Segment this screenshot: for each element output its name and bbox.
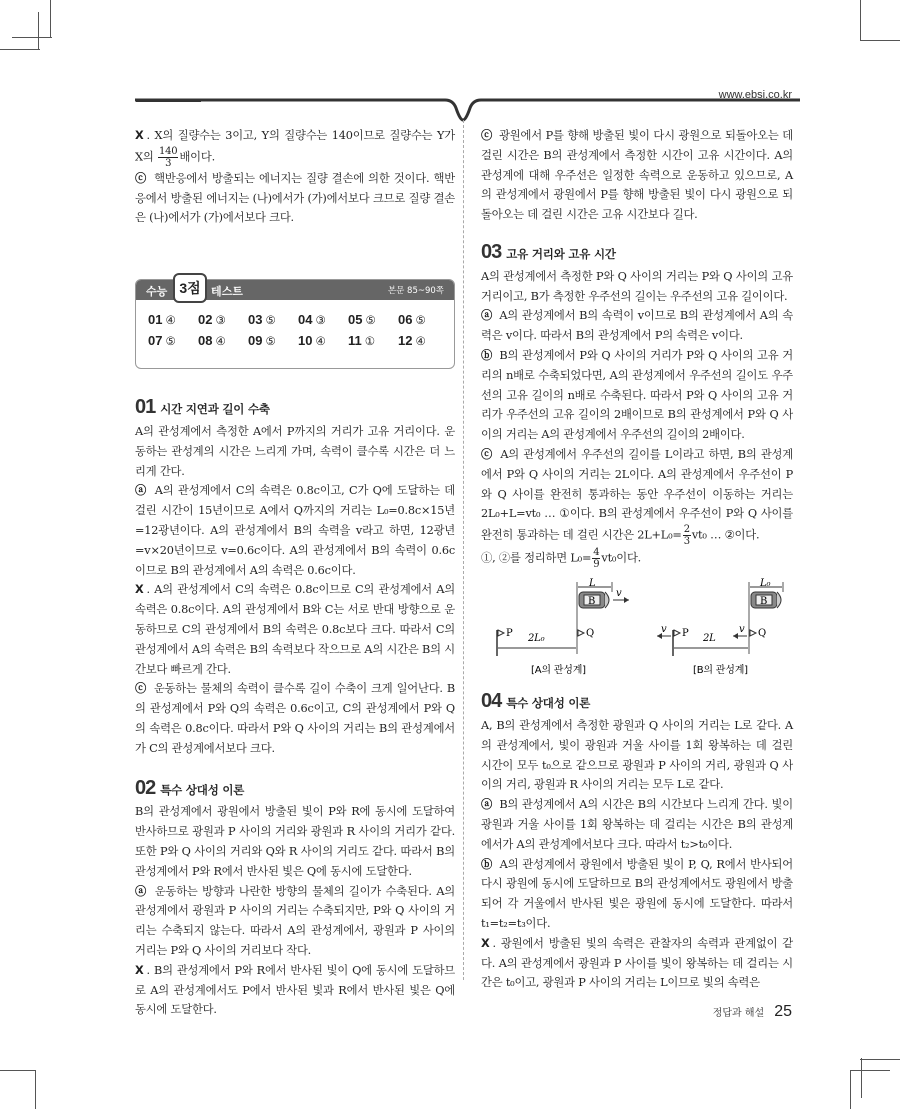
footer-label: 정답과 해설 (712, 1008, 765, 1019)
circled-letter-icon: ⓐ (135, 884, 148, 898)
reference-frame-diagram (481, 578, 793, 678)
svg-text:2L₀: 2L₀ (528, 633, 545, 645)
crop-mark (12, 37, 52, 38)
answer-item: 03 ⑤ (248, 312, 276, 327)
answer-key-header: 수능 테스트 본문 85~90쪽 (136, 280, 454, 300)
explanation-item: X . 광원에서 방출된 빛의 속력은 관찰자의 속력과 관계없이 같다. A의 관성계에서 광원과 P 사이를 빛이 왕복하는 데 걸리는 시간은 t₀이고, 광원과 P 사이의 거리는 L이므로 빛의 속력은 (481, 936, 793, 990)
intro-item-2: ⓒ 핵반응에서 방출되는 에너지는 질량 결손에 의한 것이다. 핵반응에서 방출된 에너지는 (나)에서가 (가)에서보다 크므로 질량 결손은 (나)에서가 (가)에서보다 크다. (135, 171, 455, 225)
fraction: $\frac{140}{3}$ (158, 145, 178, 169)
explanation-item: ⓐ A의 관성계에서 C의 속력은 0.8c이고, C가 Q에 도달하는 데 걸린 시간이 15년이므로 A에서 Q까지의 거리는 L₀=0.8c×15년=12광년이다. A의 관성계에서 B의 속력을 v라고 하면, 12광년=v×20년이므로 v=0.6c이다. A의 관성계에서 B의 속력이 0.6c이므로 B의 관성계에서 A의 속력은 0.6c이다. (135, 484, 455, 577)
crop-mark (50, 0, 51, 38)
wrong-mark-icon: X (135, 963, 144, 977)
wrong-mark-icon: X (481, 936, 490, 950)
score-badge: 3점 (173, 273, 207, 303)
crop-mark (850, 1070, 890, 1071)
crop-mark (860, 40, 900, 41)
circled-letter-icon: ⓒ (135, 171, 147, 185)
section-intro: A, B의 관성계에서 측정한 광원과 Q 사이의 거리는 L로 같다. A의 관성계에서, 빛이 광원과 거울 사이를 1회 왕복하는 데 걸린 시간이 모두 t₀으로 같으므로 광원과 P 사이의 거리, 광원과 Q 사이의 거리, 광원과 R 사이의 거리는 모두 L로 같다. (481, 718, 793, 792)
circled-letter-icon: ⓒ (481, 447, 494, 461)
answer-grid (148, 312, 448, 348)
svg-text:v: v (739, 624, 745, 636)
crop-mark (861, 1058, 862, 1098)
section-intro: A의 관성계에서 측정한 P와 Q 사이의 거리는 P와 Q 사이의 고유 거리이고, B가 측정한 우주선의 길이는 우주선의 고유 길이이다. (481, 269, 793, 303)
right-column (481, 126, 793, 993)
svg-text:[A의 관성계]: [A의 관성계] (531, 665, 586, 677)
explanation-item: ⓒ 운동하는 물체의 속력이 클수록 길이 수축이 크게 일어난다. B의 관성계에서 P와 Q의 속력은 0.6c이고, C의 관성계에서 P와 Q의 속력은 0.8c이다. 따라서 P와 Q 사이의 거리는 B의 관성계에서가 C의 관성계에서보다 크다. (135, 682, 455, 755)
section-heading-03: 03 고유 거리와 고유 시간 (481, 240, 616, 263)
explanation-item: X . B의 관성계에서 P와 R에서 반사된 빛이 Q에 동시에 도달하므로 A의 관성계에서도 P에서 반사된 빛과 R에서 반사된 빛은 Q에 동시에 도달한다. (135, 963, 455, 1017)
left-column (135, 126, 455, 1020)
crop-mark (860, 0, 861, 40)
page-range: 본문 85~90쪽 (387, 286, 444, 296)
explanation-item: ①, ②를 정리하면 L₀= $\frac{4}{9}$ vt₀이다. (481, 547, 642, 571)
answer-item: 12 ④ (398, 333, 426, 348)
section-intro: B의 관성계에서 광원에서 방출된 빛이 P와 R에 동시에 도달하여 반사하므로 광원과 P 사이의 거리와 광원과 R 사이의 거리가 같다. 또한 P와 Q 사이의 거리와 Q와 R 사이의 거리도 같다. 따라서 B의 관성계에서 P와 R에서 반사된 빛은 Q에 동시에 도달한다. (135, 805, 455, 878)
explanation-item: ⓐ A의 관성계에서 B의 속력이 v이므로 B의 관성계에서 A의 속력은 v이다. 따라서 B의 관성계에서 P의 속력은 v이다. (481, 309, 793, 343)
svg-text:L: L (589, 578, 596, 590)
answer-item: 06 ⑤ (398, 312, 426, 327)
answer-item: 07 ⑤ (148, 333, 176, 348)
fraction: $\frac{4}{9}$ (593, 547, 600, 571)
wrong-mark-icon: X (135, 129, 144, 142)
svg-text:Q: Q (586, 628, 594, 640)
circled-letter-icon: ⓒ (481, 129, 493, 142)
wrong-mark-icon: X (135, 583, 144, 597)
site-url: www.ebsi.co.kr (718, 89, 792, 101)
explanation-item: ⓑ B의 관성계에서 P와 Q 사이의 거리가 P와 Q 사이의 고유 거리의 n배로 수축되었다면, A의 관성계에서 우주선의 길이도 우주선의 고유 길이의 n배로 수축된다. 따라서 P와 Q 사이의 고유 거리가 우주선의 고유 길이의 2배이므로 B의 관성계에서 P와 Q 사이의 거리는 A의 관성계에서 우주선의 길이의 2배이다. (481, 348, 793, 442)
fraction: $\frac{2}{3}$ (683, 524, 690, 548)
answer-item: 02 ③ (198, 312, 226, 327)
circled-letter-icon: ⓑ (481, 348, 493, 362)
crop-mark (0, 1070, 36, 1071)
circled-letter-icon: ⓐ (135, 484, 148, 498)
circled-letter-icon: ⓐ (481, 309, 493, 323)
svg-text:P: P (506, 628, 513, 640)
svg-text:L₀: L₀ (760, 578, 771, 590)
answer-item: 04 ③ (298, 312, 326, 327)
svg-text:B: B (588, 596, 596, 608)
svg-text:v: v (661, 624, 667, 636)
svg-text:Q: Q (758, 628, 766, 640)
svg-text:P: P (682, 628, 689, 640)
page-footer (713, 1003, 792, 1021)
crop-mark (35, 1070, 36, 1109)
header-rule (135, 96, 800, 126)
svg-text:B: B (760, 596, 768, 608)
diagram-figure (481, 578, 793, 678)
svg-text:v: v (616, 588, 622, 600)
explanation-item: ⓒ A의 관성계에서 우주선의 길이를 L이라고 하면, B의 관성계에서 P와 Q 사이의 거리는 2L이다. A의 관성계에서 우주선이 P와 Q 사이를 완전히 통과하는 동안 우주선이 이동하는 거리는 2L₀+L=vt₀ … ①이다. B의 관성계에서 우주선이 P와 Q 사이를 완전히 통과하는 데 걸린 시간은 2L+L₀= $\frac{2}{3}$ vt₀ … ②이다. (481, 447, 793, 548)
crop-mark (860, 1059, 900, 1060)
explanation-item: X . A의 관성계에서 C의 속력은 0.8c이므로 C의 관성계에서 A의 속력은 0.8c이다. A의 관성계에서 B와 C는 서로 반대 방향으로 운동하므로 C의 관성계에서 B의 속력은 0.8c보다 크다. 따라서 C의 관성계에서 A의 속력은 B의 속력보다 작으므로 A의 시간은 B의 시간보다 빠르게 간다. (135, 583, 455, 676)
crop-mark (850, 1070, 851, 1109)
answer-item: 10 ④ (298, 333, 326, 348)
answer-item: 05 ⑤ (348, 312, 376, 327)
circled-letter-icon: ⓑ (481, 857, 493, 871)
circled-letter-icon: ⓒ (135, 682, 147, 696)
section-heading-02: 02 특수 상대성 이론 (135, 776, 245, 799)
answer-item: 09 ⑤ (248, 333, 276, 348)
crop-mark (0, 49, 40, 50)
answer-item: 01 ④ (148, 312, 176, 327)
section-heading-04: 04 특수 상대성 이론 (481, 690, 591, 713)
intro-item-1: X . X의 질량수는 3이고, Y의 질량수는 140이므로 질량수는 Y가 X의 $\frac{140}{3}$ 배이다. (135, 129, 455, 169)
section-intro: A의 관성계에서 측정한 A에서 P까지의 거리가 고유 거리이다. 운동하는 관성계의 시간은 느리게 가며, 속력이 클수록 시간은 더 느리게 간다. (135, 424, 455, 478)
section-heading-01: 01 시간 지연과 길이 수축 (135, 396, 270, 419)
answer-item: 11 ① (348, 333, 376, 348)
page-number: 25 (774, 1003, 792, 1020)
svg-text:[B의 관성계]: [B의 관성계] (693, 665, 748, 677)
crop-mark (38, 12, 39, 50)
explanation-item: ⓐ B의 관성계에서 A의 시간은 B의 시간보다 느리게 간다. 빛이 광원과 거울 사이를 1회 왕복하는 데 걸리는 시간은 B의 관성계에서가 A의 관성계에서보다 크다. 따라서 t₂>t₀이다. (481, 798, 793, 851)
column-divider (463, 120, 464, 980)
answer-item: 08 ④ (198, 333, 226, 348)
circled-letter-icon: ⓐ (481, 798, 493, 812)
answer-key-box (135, 279, 455, 369)
svg-text:2L: 2L (703, 633, 716, 645)
explanation-item: ⓐ 운동하는 방향과 나란한 방향의 물체의 길이가 수축된다. A의 관성계에서 광원과 P 사이의 거리는 수축되지만, P와 Q 사이의 거리는 수축되지 않는다. 따라서 A의 관성계에서, 광원과 P 사이의 거리는 P와 Q 사이의 거리보다 작다. (135, 884, 455, 957)
explanation-item: ⓒ 광원에서 P를 향해 방출된 빛이 다시 광원으로 되돌아오는 데 걸린 시간은 B의 관성계에서 측정한 시간이 고유 시간이다. A의 관성계에 대해 우주선은 일정한 속력으로 운동하고 있으므로, A의 관성계에서 광원에서 P를 향해 방출된 빛이 다시 광원으로 되돌아오는 데 걸린 시간은 고유 시간보다 길다. (481, 129, 793, 222)
explanation-item: ⓑ A의 관성계에서 광원에서 방출된 빛이 P, Q, R에서 반사되어 다시 광원에 동시에 도달하므로 B의 관성계에서도 광원에서 방출되어 각 거울에서 반사된 빛은 광원에 동시에 도달한다. 따라서 t₁=t₂=t₃이다. (481, 857, 793, 930)
